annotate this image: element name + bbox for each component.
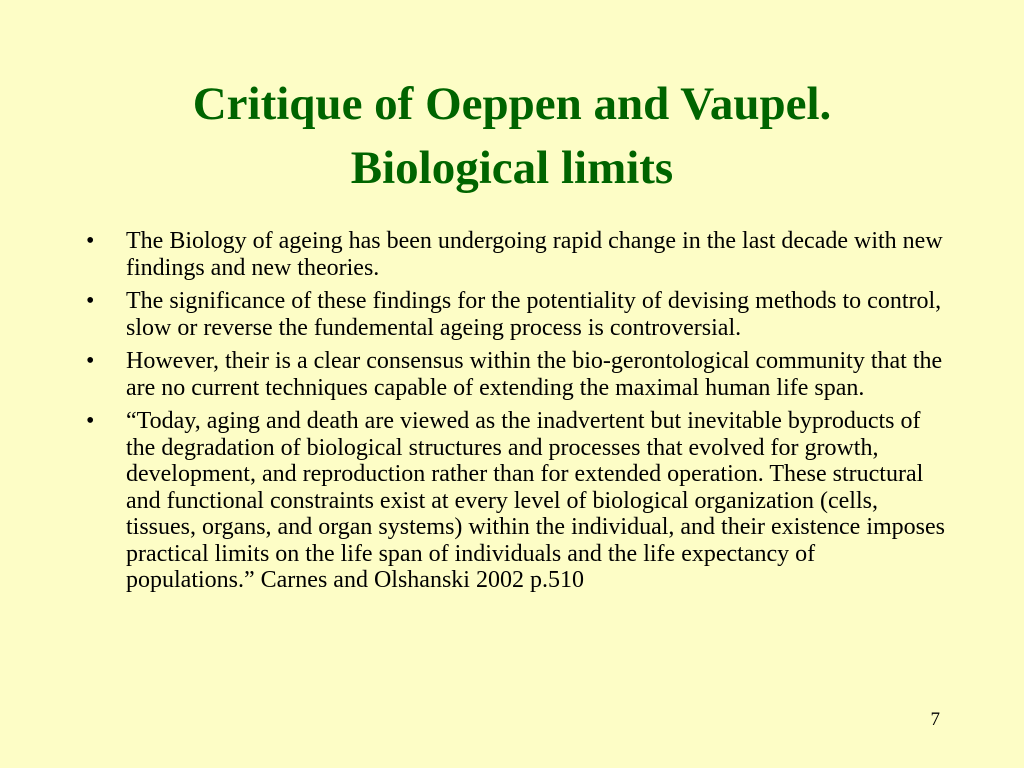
- slide-title-line-2: Biological limits: [350, 142, 674, 194]
- bullet-text: The Biology of ageing has been undergoing rapid change in the last decade with new findings and new theories.: [126, 228, 943, 281]
- page-number: 7: [930, 709, 940, 730]
- bullet-text: The significance of these findings for the potentiality of devising methods to control, slow or reverse the fundemental ageing process is controversial.: [126, 288, 942, 341]
- bullet-glyph: •: [86, 348, 95, 374]
- slide-title: [60, 72, 964, 200]
- slide-title-line-1: Critique of Oeppen and Vaupel.: [192, 78, 832, 130]
- bullet-text: However, their is a clear consensus within the bio-gerontological community that the are no current techniques capable of extending the maximal human life span.: [126, 348, 943, 401]
- bullet-glyph: •: [86, 408, 95, 434]
- bullet-item: [86, 408, 946, 594]
- bullet-item: [86, 228, 946, 281]
- bullet-glyph: •: [86, 288, 95, 314]
- bullet-text: “Today, aging and death are viewed as the inadvertent but inevitable byproducts of the degradation of biological structures and processes that evolved for growth, development, and reproduction rather than for extended operation. These structural and functional constraints exist at every level of biological organization (cells, tissues, organs, and organ systems) within the individual, and their existence imposes practical limits on the life span of individuals and the life expectancy of populations.” Carnes and Olshanski 2002 p.510: [126, 408, 945, 593]
- bullet-list: [86, 228, 946, 601]
- bullet-glyph: •: [86, 228, 95, 254]
- bullet-item: [86, 348, 946, 401]
- bullet-item: [86, 288, 946, 341]
